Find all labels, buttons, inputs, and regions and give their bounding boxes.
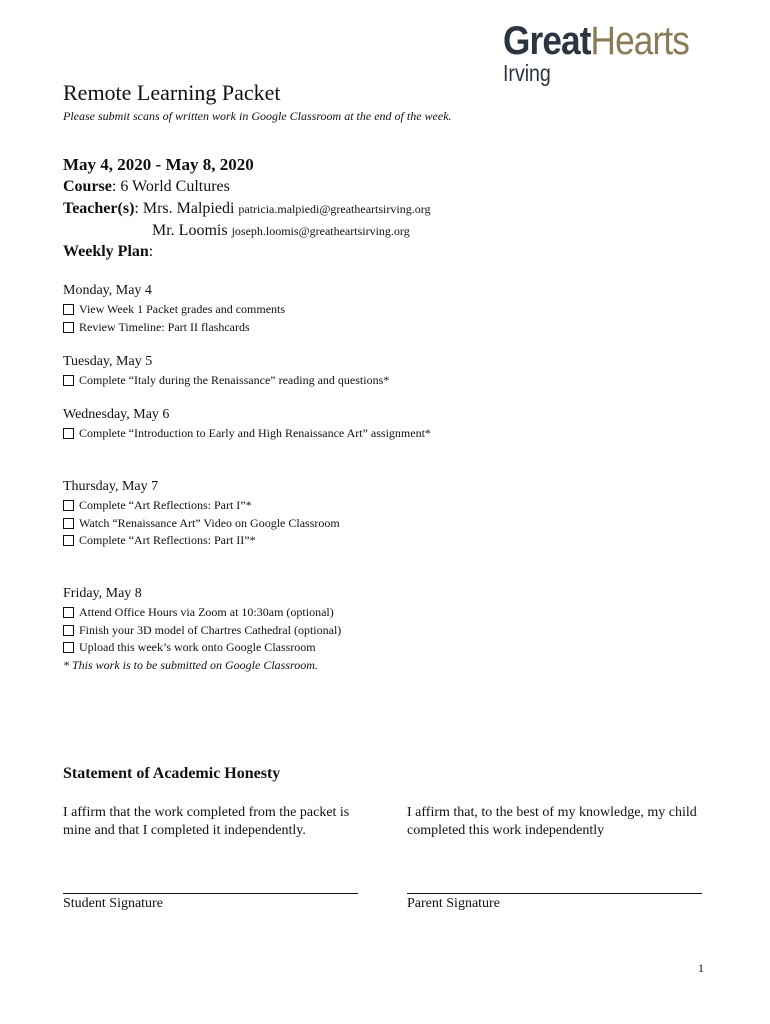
task-text: Complete “Italy during the Renaissance” reading and questions* (79, 373, 390, 387)
checkbox[interactable] (63, 535, 74, 546)
task-text: Upload this week’s work onto Google Classroom (79, 640, 316, 654)
checkbox[interactable] (63, 375, 74, 386)
teacher-line-2 (152, 222, 410, 240)
task-item (63, 515, 663, 533)
weekly-label: Weekly Plan (63, 243, 149, 260)
day-monday (63, 282, 663, 336)
parent-affirmation: I affirm that, to the best of my knowledge, my child completed this work independently (407, 805, 697, 838)
teacher-line-1 (63, 200, 430, 218)
day-thursday (63, 478, 663, 550)
student-affirmation: I affirm that the work completed from the packet is mine and that I completed it independently. (63, 805, 350, 838)
checkbox[interactable] (63, 428, 74, 439)
task-item (63, 497, 663, 515)
teacher1-email: patricia.malpiedi@greatheartsirving.org (238, 202, 431, 216)
task-text: View Week 1 Packet grades and comments (79, 302, 286, 316)
checkbox[interactable] (63, 518, 74, 529)
task-text: Attend Office Hours via Zoom at 10:30am (optional) (79, 605, 334, 619)
day-name: Thursday, May 7 (63, 479, 159, 494)
task-text: Review Timeline: Part II flashcards (79, 319, 250, 334)
footnote: * This work is to be submitted on Google Classroom. (63, 657, 318, 672)
task-item (63, 532, 663, 550)
day-name: Monday, May 4 (63, 283, 152, 298)
statement-title: Statement of Academic Honesty (63, 765, 281, 782)
checkbox[interactable] (63, 625, 74, 636)
teacher2-name: Mr. Loomis (152, 222, 228, 239)
task-item (63, 319, 663, 337)
date-range: May 4, 2020 - May 8, 2020 (63, 155, 254, 174)
task-item (63, 301, 663, 319)
day-name: Tuesday, May 5 (63, 354, 153, 369)
task-text: Complete “Introduction to Early and High Renaissance Art” assignment* (79, 426, 431, 440)
parent-signature-label: Parent Signature (407, 896, 500, 911)
course-label: Course (63, 178, 112, 195)
logo-wordmark (503, 20, 689, 62)
weekly-colon: : (148, 243, 154, 260)
day-friday (63, 585, 663, 674)
day-name: Friday, May 8 (63, 586, 142, 601)
school-logo (503, 20, 714, 87)
task-item (63, 622, 663, 640)
task-item (63, 425, 663, 443)
day-name: Wednesday, May 6 (63, 407, 170, 422)
checkbox[interactable] (63, 642, 74, 653)
checkbox[interactable] (63, 304, 74, 315)
logo-sub: Irving (503, 60, 551, 86)
weekly-plan-heading (63, 243, 153, 261)
page-subtitle: Please submit scans of written work in Google Classroom at the end of the week. (63, 109, 452, 123)
teacher1-name: : Mrs. Malpiedi (134, 200, 235, 217)
logo-great: Great (503, 19, 591, 63)
day-wednesday (63, 406, 663, 443)
task-item (63, 372, 663, 390)
course-value: : 6 World Cultures (111, 178, 230, 195)
parent-signature-line[interactable] (407, 893, 702, 894)
task-text: Complete “Art Reflections: Part I”* (79, 498, 252, 512)
task-text: Complete “Art Reflections: Part II”* (79, 533, 256, 547)
course-line (63, 178, 230, 196)
teacher-label: Teacher(s) (63, 200, 135, 217)
page-title: Remote Learning Packet (63, 80, 281, 105)
task-item (63, 639, 663, 657)
logo-hearts: Hearts (590, 19, 689, 63)
teacher2-email: joseph.loomis@greatheartsirving.org (231, 224, 410, 238)
task-item (63, 604, 663, 622)
task-text: Finish your 3D model of Chartres Cathedral (optional) (79, 622, 342, 637)
day-tuesday (63, 353, 663, 390)
page-number: 1 (698, 961, 704, 975)
checkbox[interactable] (63, 322, 74, 333)
task-text: Watch “Renaissance Art” Video on Google Classroom (79, 515, 340, 530)
checkbox[interactable] (63, 500, 74, 511)
student-signature-line[interactable] (63, 893, 358, 894)
student-signature-label: Student Signature (63, 896, 163, 911)
checkbox[interactable] (63, 607, 74, 618)
